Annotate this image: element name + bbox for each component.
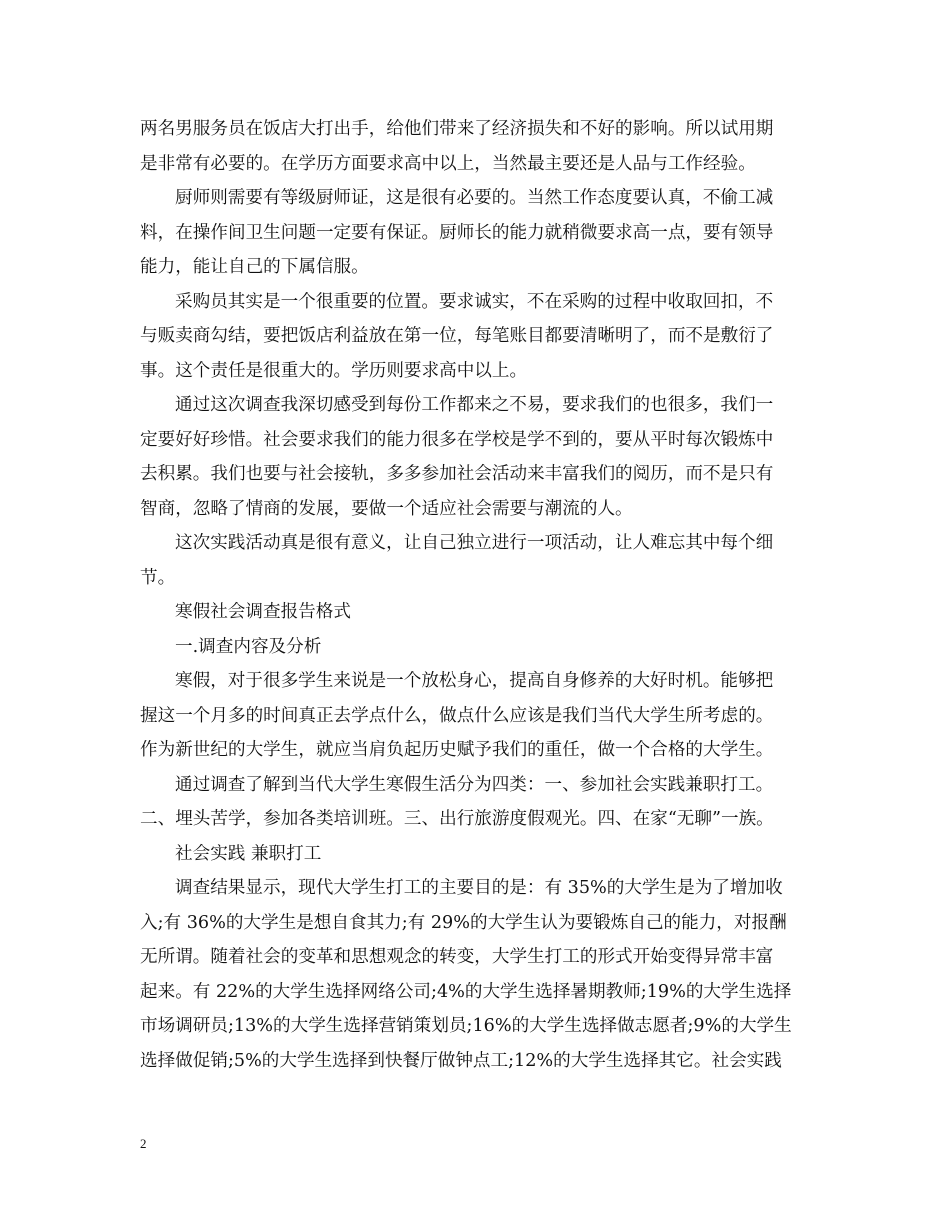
text-line: 料，在操作间卫生问题一定要有保证。厨师长的能力就稍微要求高一点，要有领导 [140,222,774,243]
text-line: 厨师则需要有等级厨师证，这是很有必要的。当然工作态度要认真，不偷工减 [175,188,774,208]
document-body [140,112,820,1078]
text-line: 采购员其实是一个很重要的位置。要求诚实，不在采购的过程中收取回扣，不 [175,291,774,312]
text-line: 两名男服务员在饭店大打出手，给他们带来了经济损失和不好的影响。所以试用期 [140,119,774,139]
text-line: 通过这次调查我深切感受到每份工作都来之不易，要求我们的也很多，我们一 [175,395,774,415]
text-line: 节。 [140,567,176,588]
text-line: 二、埋头苦学，参加各类培训班。三、出行旅游度假观光。四、在家“无聊”一族。 [140,809,774,829]
text-line: 调查结果显示，现代大学生打工的主要目的是：有 35%的大学生是为了增加收 [175,878,783,898]
text-line: 这次实践活动真是很有意义，让自己独立进行一项活动，让人难忘其中每个细 [175,533,774,553]
page-number: 2 [140,1136,147,1151]
text-line: 寒假，对于很多学生来说是一个放松身心，提高自身修养的大好时机。能够把 [175,671,774,691]
text-line: 市场调研员;13%的大学生选择营销策划员;16%的大学生选择做志愿者;9%的大学生 [140,1016,792,1036]
text-line: 能力，能让自己的下属信服。 [140,257,369,277]
text-line: 定要好好珍惜。社会要求我们的能力很多在学校是学不到的，要从平时每次锻炼中 [140,429,774,450]
text-line: 智商，忽略了情商的发展，要做一个适应社会需要与潮流的人。 [140,498,633,519]
text-line: 起来。有 22%的大学生选择网络公司;4%的大学生选择暑期教师;19%的大学生选择 [140,981,792,1002]
text-line: 入;有 36%的大学生是想自食其力;有 29%的大学生认为要锻炼自己的能力，对报酬 [140,912,787,933]
text-line: 事。这个责任是很重大的。学历则要求高中以上。 [140,360,528,381]
text-line: 选择做促销;5%的大学生选择到快餐厅做钟点工;12%的大学生选择其它。社会实践 [140,1050,782,1071]
text-line: 无所谓。随着社会的变革和思想观念的转变，大学生打工的形式开始变得异常丰富 [140,947,774,967]
text-line: 一.调查内容及分析 [175,636,322,657]
text-line: 是非常有必要的。在学历方面要求高中以上，当然最主要还是人品与工作经验。 [140,153,756,174]
text-line: 通过调查了解到当代大学生寒假生活分为四类：一、参加社会实践兼职打工。 [175,774,774,795]
text-line: 去积累。我们也要与社会接轨，多多参加社会活动来丰富我们的阅历，而不是只有 [140,464,774,484]
text-line: 作为新世纪的大学生，就应当肩负起历史赋予我们的重任，做一个合格的大学生。 [140,740,774,760]
text-line: 寒假社会调查报告格式 [175,602,351,622]
text-line: 握这一个月多的时间真正去学点什么，做点什么应该是我们当代大学生所考虑的。 [140,705,774,726]
text-line: 与贩卖商勾结，要把饭店利益放在第一位，每笔账目都要清晰明了，而不是敷衍了 [140,326,774,346]
text-line: 社会实践 兼职打工 [175,843,322,864]
